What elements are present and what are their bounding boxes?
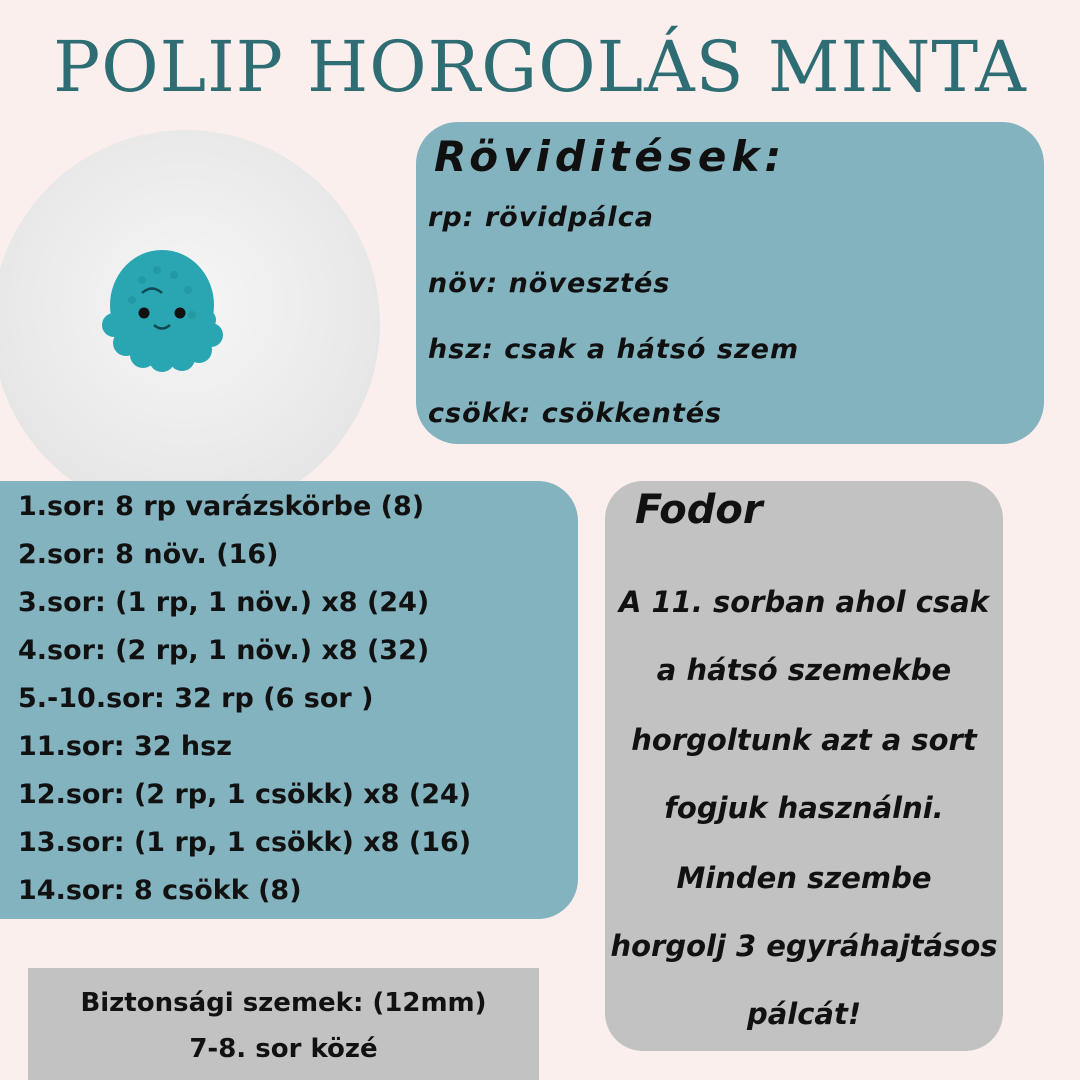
abbreviations-title: Röviditések: — [434, 132, 787, 181]
fodor-text-line: horgolj 3 egyráhajtásos — [610, 929, 998, 963]
pattern-row: 2.sor: 8 növ. (16) — [18, 539, 279, 570]
fodor-text-line: Minden szembe — [676, 861, 932, 895]
abbreviations-panel — [416, 122, 1044, 444]
pattern-row: 12.sor: (2 rp, 1 csökk) x8 (24) — [18, 779, 472, 810]
octopus-photo — [0, 130, 380, 518]
fodor-text-line: A 11. sorban ahol csak — [618, 585, 990, 619]
abbreviation-item: csökk: csökkentés — [428, 398, 723, 429]
fodor-title: Fodor — [635, 487, 763, 533]
abbreviation-item: növ: növesztés — [428, 268, 671, 299]
pattern-row: 14.sor: 8 csökk (8) — [18, 875, 302, 906]
fodor-text-line: horgoltunk azt a sort — [631, 723, 977, 757]
safety-eyes-placement: 7-8. sor közé — [189, 1034, 378, 1064]
page-title: POLIP HORGOLÁS MINTA — [53, 26, 1027, 108]
fodor-panel — [605, 481, 1003, 1051]
abbreviation-item: rp: rövidpálca — [428, 202, 654, 233]
pattern-row: 13.sor: (1 rp, 1 csökk) x8 (16) — [18, 827, 472, 858]
pattern-rows-panel — [0, 481, 578, 919]
pattern-row: 5.-10.sor: 32 rp (6 sor ) — [18, 683, 374, 714]
safety-eyes-panel — [28, 968, 539, 1080]
octopus-icon — [0, 130, 380, 518]
pattern-row: 1.sor: 8 rp varázskörbe (8) — [18, 491, 425, 522]
fodor-text-line: a hátsó szemekbe — [656, 653, 952, 687]
abbreviation-item: hsz: csak a hátsó szem — [428, 334, 800, 365]
fodor-text-line: fogjuk használni. — [664, 791, 944, 825]
safety-eyes-text: Biztonsági szemek: (12mm) — [80, 988, 487, 1018]
pattern-row: 4.sor: (2 rp, 1 növ.) x8 (32) — [18, 635, 430, 666]
pattern-row: 11.sor: 32 hsz — [18, 731, 232, 762]
pattern-row: 3.sor: (1 rp, 1 növ.) x8 (24) — [18, 587, 430, 618]
fodor-text-line: pálcát! — [746, 997, 862, 1031]
